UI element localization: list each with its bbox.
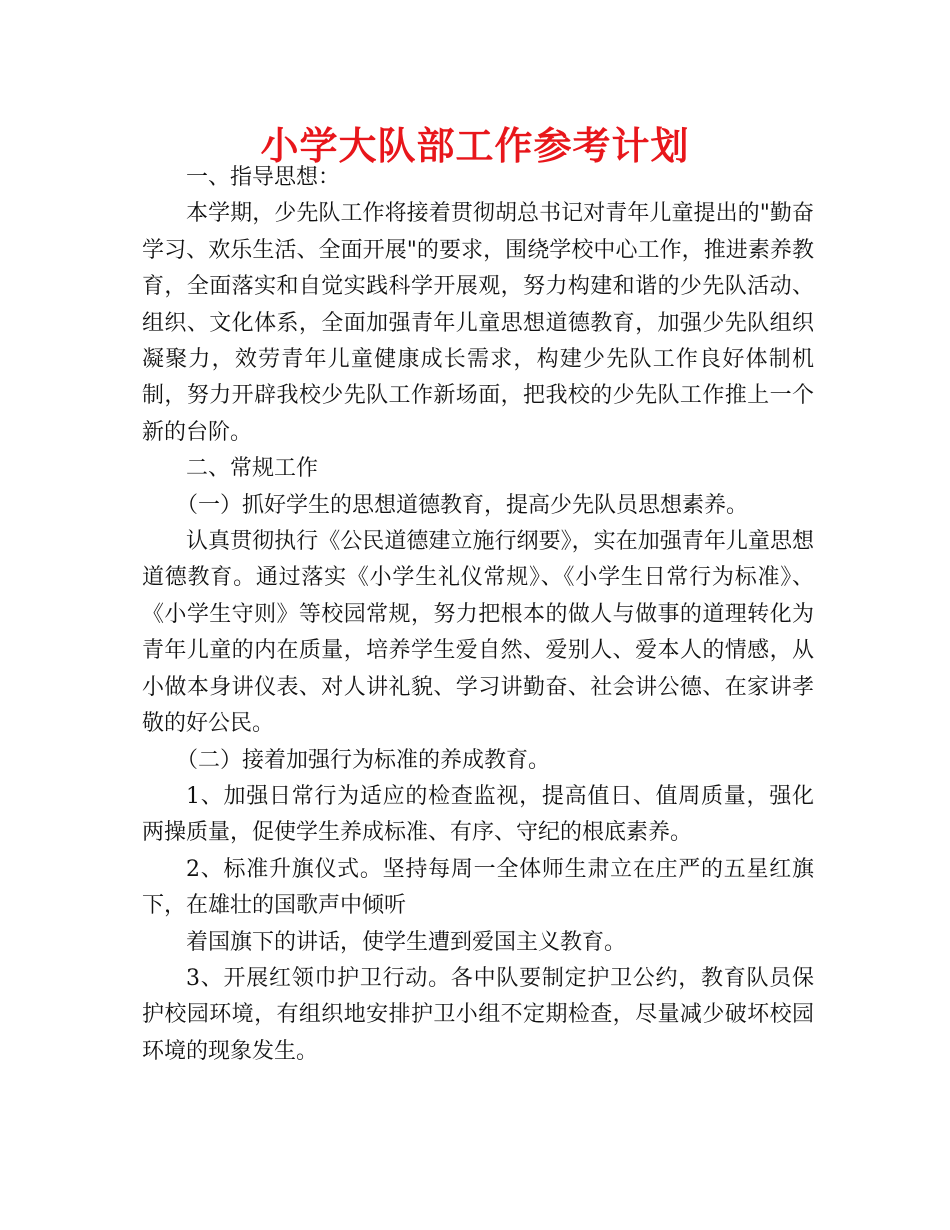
paragraph-guiding-thought: 本学期，少先队工作将接着贯彻胡总书记对青年儿童提出的"勤奋学习、欢乐生活、全面开展"的要求，围绕学校中心工作，推进素养教育，全面落实和自觉实践科学开展观，努力构建和谐的少先队活动、组织、文化体系，全面加强青年儿童思想道德教育，加强少先队组织凝聚力，效劳青年儿童健康成长需求，构建少先队工作良好体制机制，努力开辟我校少先队工作新场面，把我校的少先队工作推上一个新的台阶。 (142, 201, 814, 445)
list-item-red-scarf-guard: 3、开展红领巾护卫行动。各中队要制定护卫公约，教育队员保护校园环境，有组织地安排护卫小组不定期检查，尽量减少破坏校园环境的现象发生。 (142, 965, 814, 1064)
list-item-flag-ceremony: 2、标准升旗仪式。坚持每周一全体师生肃立在庄严的五星红旗下，在雄壮的国歌声中倾听 (142, 856, 814, 919)
document-body (142, 160, 814, 1070)
paragraph-moral-education: 认真贯彻执行《公民道德建立施行纲要》，实在加强青年儿童思想道德教育。通过落实《小学生礼仪常规》、《小学生日常行为标准》、《小学生守则》等校园常规，努力把根本的做人与做事的道理转化为青年儿童的内在质量，培养学生爱自然、爱别人、爱本人的情感，从小做本身讲仪表、对人讲礼貌、学习讲勤奋、社会讲公德、在家讲孝敬的好公民。 (142, 529, 814, 737)
document-title: 小学大队部工作参考计划 (260, 124, 690, 168)
subsection-heading-moral-education: （一）抓好学生的思想道德教育，提高少先队员思想素养。 (176, 492, 749, 518)
subsection-heading-behavior-education: （二）接着加强行为标准的养成教育。 (176, 747, 551, 773)
list-item-daily-habits: 1、加强日常行为适应的检查监视，提高值日、值周质量，强化两操质量，促使学生养成标准、有序、守纪的根底素养。 (142, 783, 814, 846)
section-heading-routine-work: 二、常规工作 (186, 456, 319, 482)
list-item-flag-ceremony-continued: 着国旗下的讲话，使学生遭到爱国主义教育。 (186, 929, 627, 955)
section-heading-guiding-thought: 一、指导思想： (186, 165, 341, 190)
